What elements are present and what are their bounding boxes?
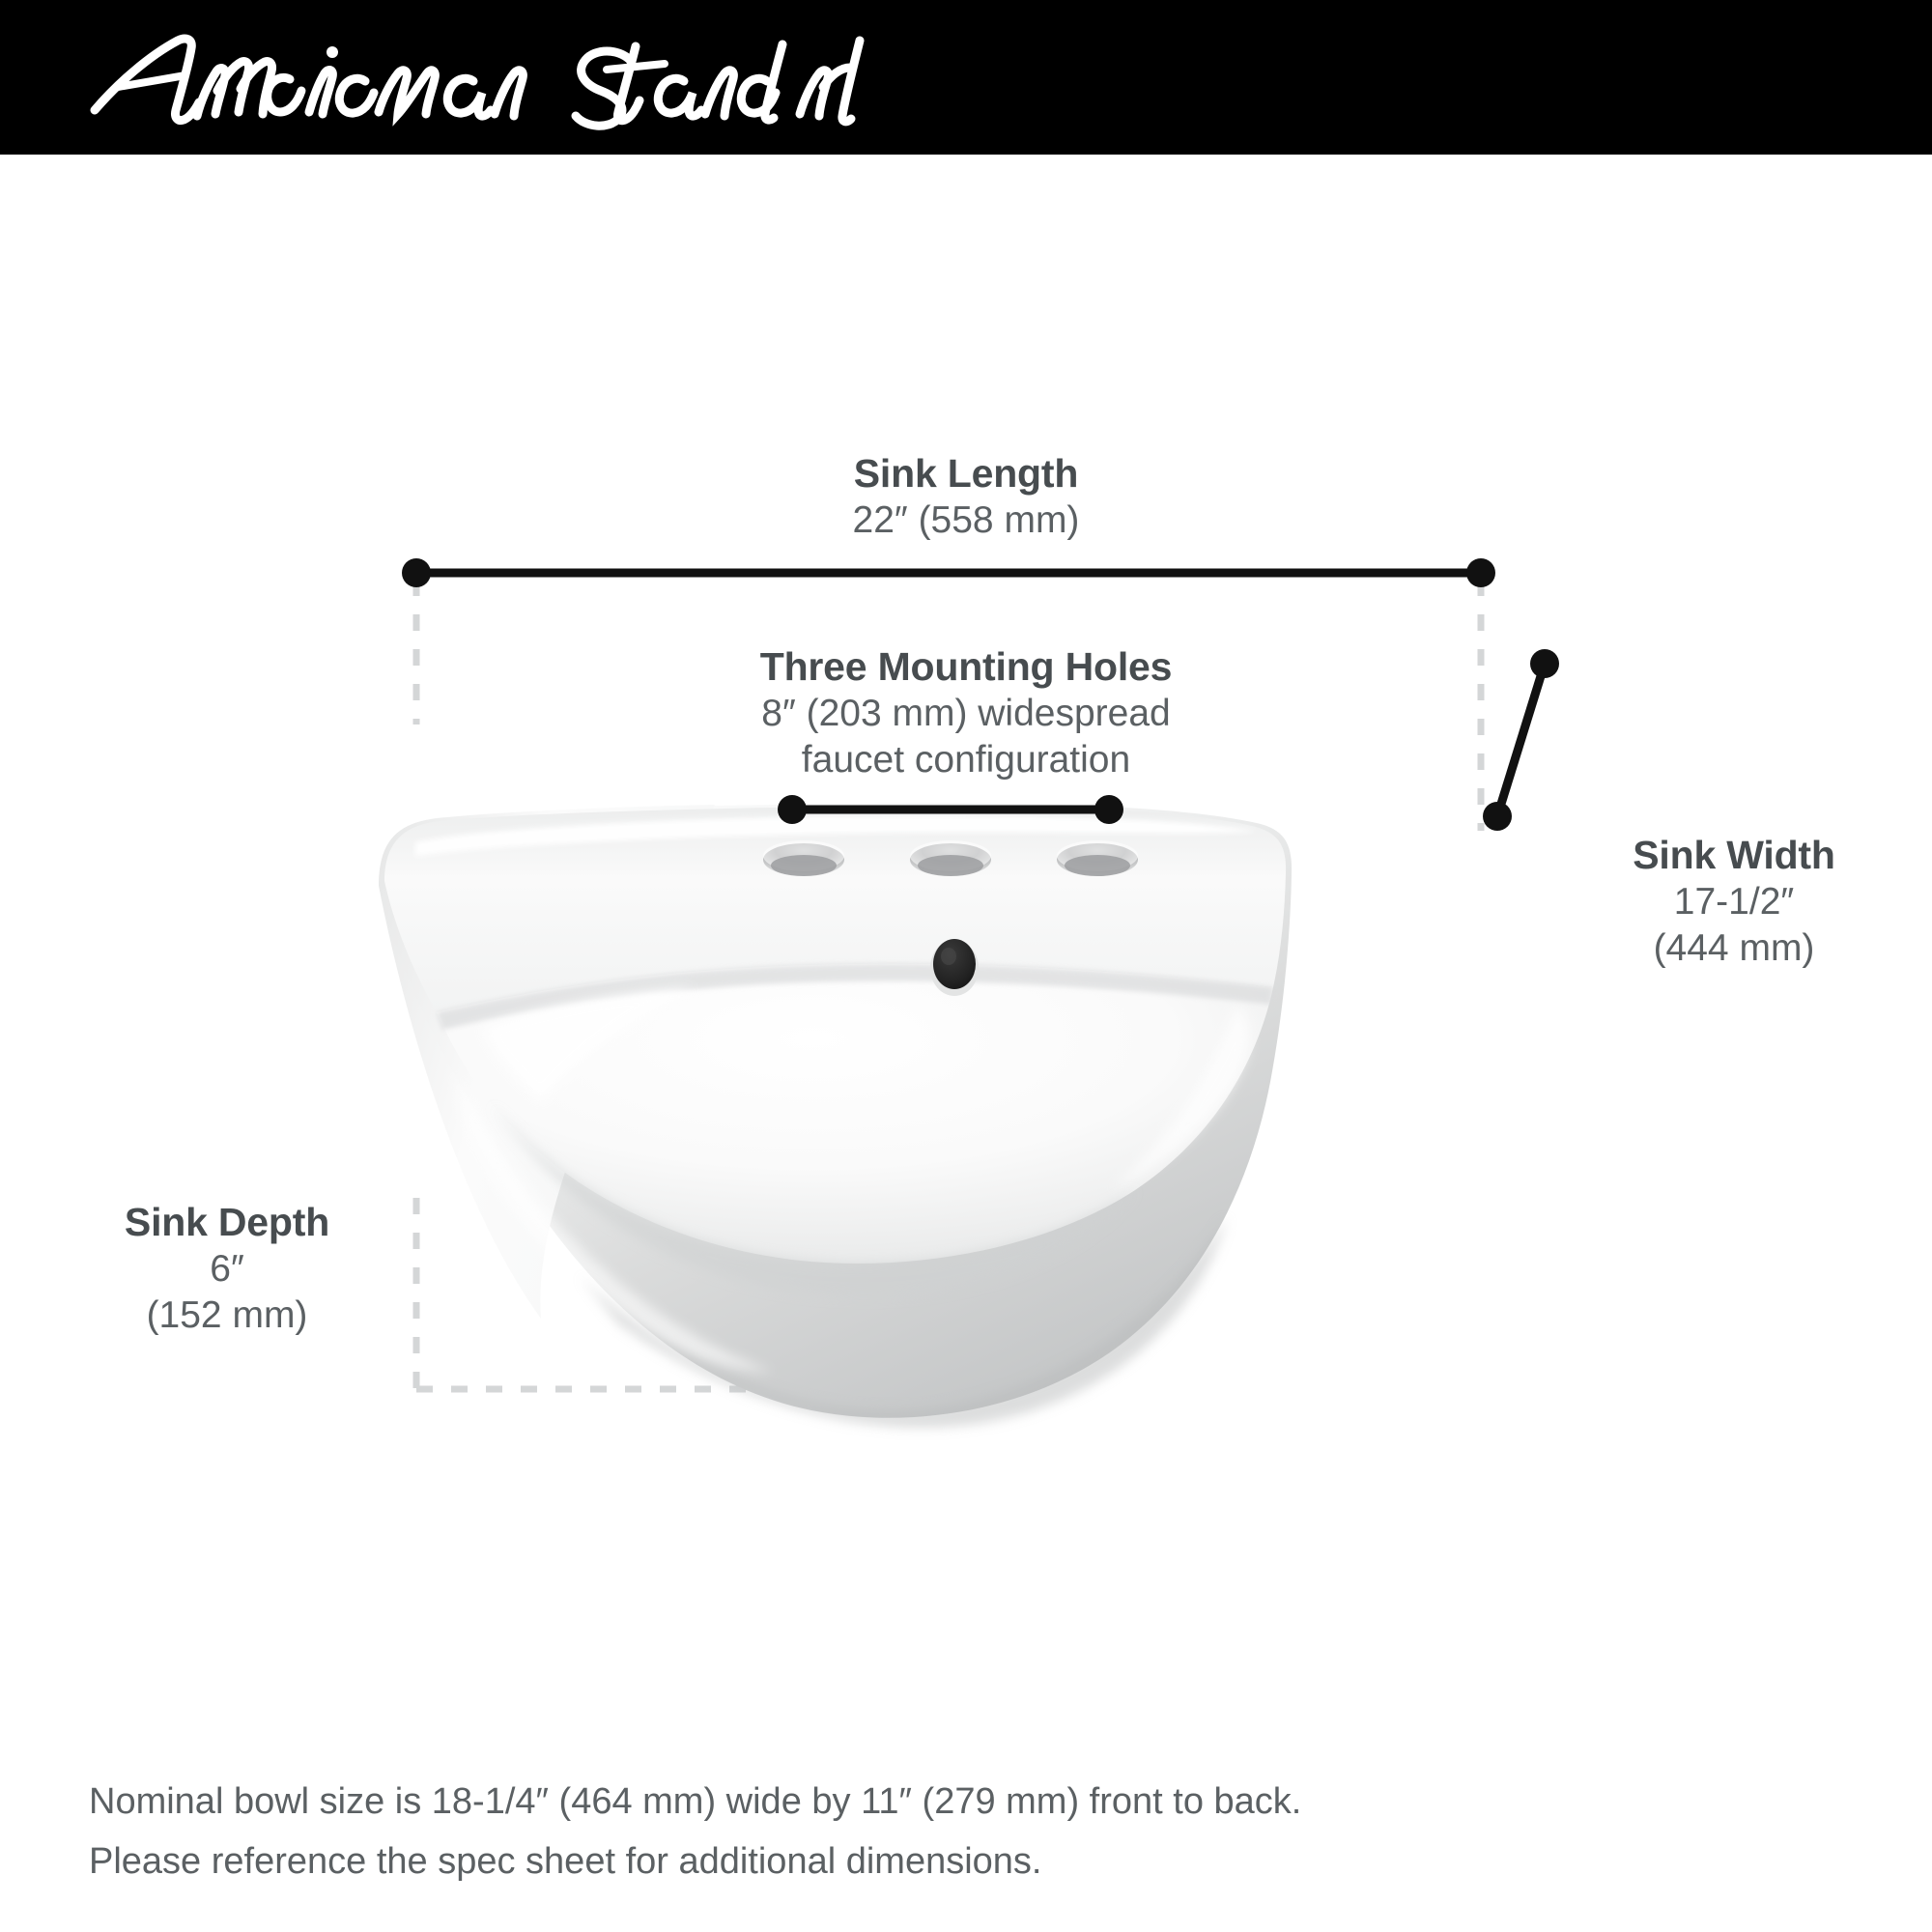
sink-width-title: Sink Width <box>1633 833 1835 877</box>
faucet-hole-left-icon <box>763 840 844 876</box>
sink-depth-value-line1: 6″ <box>210 1248 244 1291</box>
faucet-hole-right-icon <box>1057 840 1138 876</box>
sink-length-title: Sink Length <box>853 451 1079 496</box>
mounting-holes-value-line2: faucet configuration <box>801 738 1131 781</box>
sink-depth-value-line2: (152 mm) <box>146 1293 308 1336</box>
brand-header-bar <box>0 0 1932 155</box>
sink-length-label <box>483 449 1449 544</box>
sink-width-label <box>1546 831 1922 971</box>
sink-length-value: 22″ (558 mm) <box>852 499 1080 542</box>
american-standard-logo-icon <box>89 27 871 135</box>
sink-width-dimension-line <box>1483 649 1559 831</box>
sink-width-value-line1: 17-1/2″ <box>1673 881 1795 923</box>
mounting-holes-title: Three Mounting Holes <box>759 644 1173 689</box>
mounting-holes-label <box>483 642 1449 782</box>
pedestal-sink-basin-icon <box>379 803 1292 1427</box>
sink-length-dimension-line <box>402 558 1495 587</box>
mounting-holes-value-line1: 8″ (203 mm) widespread <box>761 693 1171 735</box>
sink-depth-label <box>48 1198 406 1338</box>
sink-depth-title: Sink Depth <box>124 1200 330 1244</box>
footer-note-line1: Nominal bowl size is 18-1/4″ (464 mm) wide by 11″ (279 mm) front to back. <box>89 1781 1302 1822</box>
footer-note-line2: Please reference the spec sheet for additional dimensions. <box>89 1840 1042 1882</box>
sink-width-value-line2: (444 mm) <box>1653 926 1815 969</box>
footer-note <box>89 1773 1789 1891</box>
faucet-hole-center-icon <box>910 840 991 876</box>
